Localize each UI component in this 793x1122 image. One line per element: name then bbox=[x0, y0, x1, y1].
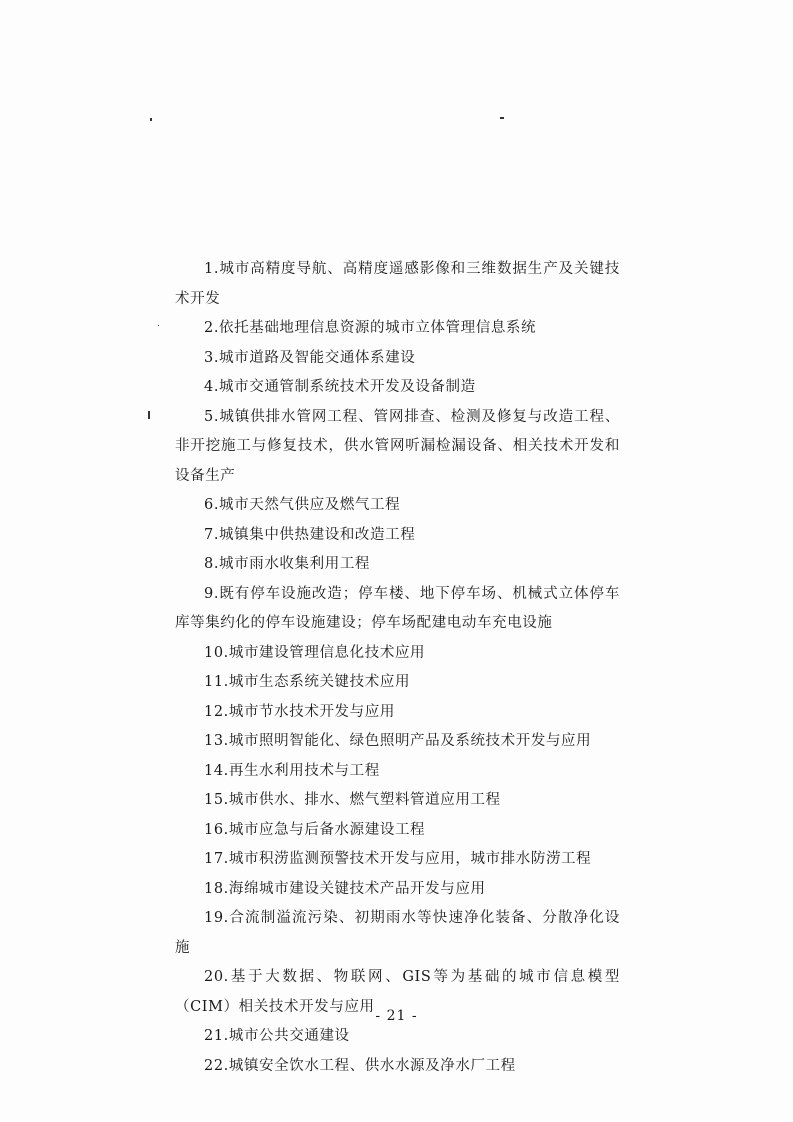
list-item: 18.海绵城市建设关键技术产品开发与应用 bbox=[204, 880, 486, 897]
list-item: 6.城市天然气供应及燃气工程 bbox=[204, 497, 401, 513]
list-item: 4.城市交通管制系统技术开发及设备制造 bbox=[204, 379, 476, 395]
item-list bbox=[175, 255, 620, 1081]
scan-speck bbox=[148, 411, 150, 419]
list-item: 9.既有停车设施改造；停车楼、地下停车场、机械式立体停车库等集约化的停车设施建设；停车场配建电动车充电设施 bbox=[175, 585, 620, 631]
list-item: 8.城市雨水收集利用工程 bbox=[204, 556, 371, 572]
list-item: 22.城镇安全饮水工程、供水水源及净水厂工程 bbox=[204, 1057, 516, 1074]
list-item: 11.城市生态系统关键技术应用 bbox=[204, 674, 411, 690]
list-item: 3.城市道路及智能交通体系建设 bbox=[204, 349, 416, 366]
list-item: 14.再生水利用技术与工程 bbox=[204, 762, 380, 779]
list-item: 2.依托基础地理信息资源的城市立体管理信息系统 bbox=[204, 320, 537, 336]
list-item: 7.城镇集中供热建设和改造工程 bbox=[204, 526, 416, 543]
list-item: 13.城市照明智能化、绿色照明产品及系统技术开发与应用 bbox=[204, 733, 592, 749]
list-item: 1.城市高精度导航、高精度遥感影像和三维数据生产及关键技术开发 bbox=[175, 261, 620, 307]
list-item: 12.城市节水技术开发与应用 bbox=[204, 703, 395, 720]
list-item: 16.城市应急与后备水源建设工程 bbox=[204, 821, 426, 838]
page-number: - 21 - bbox=[375, 1008, 418, 1024]
list-item: 15.城市供水、排水、燃气塑料管道应用工程 bbox=[204, 792, 501, 808]
list-item: 10.城市建设管理信息化技术应用 bbox=[204, 644, 426, 661]
list-item: 21.城市公共交通建设 bbox=[204, 1028, 350, 1044]
list-item: 5.城镇供排水管网工程、管网排查、检测及修复与改造工程、非开挖施工与修复技术，供水管网听漏检漏设备、相关技术开发和设备生产 bbox=[175, 408, 620, 484]
scan-speck bbox=[500, 117, 504, 119]
scan-speck bbox=[158, 325, 159, 326]
list-item: 20.基于大数据、物联网、GIS等为基础的城市信息模型（CIM）相关技术开发与应用 bbox=[175, 969, 620, 1015]
list-item: 17.城市积涝监测预警技术开发与应用，城市排水防涝工程 bbox=[204, 851, 592, 867]
scan-speck bbox=[150, 118, 152, 121]
list-item: 19.合流制溢流污染、初期雨水等快速净化装备、分散净化设施 bbox=[175, 910, 620, 956]
